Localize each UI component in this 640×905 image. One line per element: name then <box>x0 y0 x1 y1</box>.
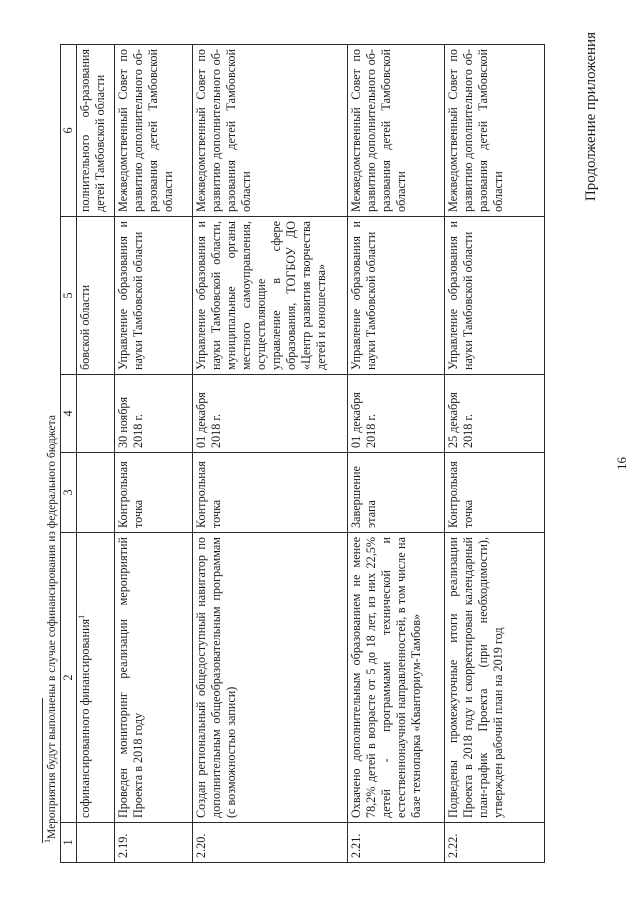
continuation-title: Продолжение приложения <box>583 32 599 202</box>
column-number: 2 <box>61 533 77 823</box>
row-number: 2.21. <box>348 823 445 863</box>
row-description: Создан региональный общедоступный навигатор по дополнительным общеобразовательным программам (с возможностью записи) <box>193 533 348 823</box>
row-oversight: Межведомственный Совет по развитию дополнительного об-разования детей Тамбовской области <box>115 45 193 217</box>
row-type: Контрольная точка <box>445 453 545 533</box>
row-type <box>77 453 115 533</box>
table-row <box>193 45 348 863</box>
column-number: 5 <box>61 217 77 375</box>
table-row <box>77 45 115 863</box>
row-type: Контрольная точка <box>193 453 348 533</box>
row-oversight: Межведомственный Совет по развитию дополнительного об-разования детей Тамбовской области <box>193 45 348 217</box>
row-number: 2.20. <box>193 823 348 863</box>
footnote-mark: 1 <box>43 839 53 843</box>
page-number: 16 <box>614 457 629 470</box>
row-responsible: Управление образования и науки Тамбовской области <box>348 217 445 375</box>
row-oversight: полнительного об-разования детей Тамбовской области <box>77 45 115 217</box>
row-oversight: Межведомственный Совет по развитию дополнительного об-разования детей Тамбовской области <box>445 45 545 217</box>
table-row <box>115 45 193 863</box>
row-responsible: Управление образования и науки Тамбовской области <box>445 217 545 375</box>
column-number: 4 <box>61 375 77 453</box>
footnote-separator <box>42 698 43 843</box>
row-number: 2.19. <box>115 823 193 863</box>
table-row <box>445 45 545 863</box>
column-number-row <box>61 45 77 863</box>
row-date: 01 декабря 2018 г. <box>193 375 348 453</box>
row-description: Охвачено дополнительным образованием не менее 78,2% детей в возрасте от 5 до 18 лет, из них 22,5% детей - программами технической и естественнонаучной направленностей, в том числе на базе технопарка «Кванториум-Тамбов» <box>348 533 445 823</box>
row-responsible: Управление образования и науки Тамбовской области <box>115 217 193 375</box>
table-row <box>348 45 445 863</box>
footnote-text: Мероприятия будут выполнены в случае софинансирования из федерального бюджета <box>46 415 58 839</box>
row-date: 01 декабря 2018 г. <box>348 375 445 453</box>
row-oversight: Межведомственный Совет по развитию дополнительного об-разования детей Тамбовской области <box>348 45 445 217</box>
row-description: софинансированного финансирования$^1$ <box>77 533 115 823</box>
column-number: 3 <box>61 453 77 533</box>
schedule-table <box>60 44 545 863</box>
column-number: 1 <box>61 823 77 863</box>
row-date: 30 ноября 2018 г. <box>115 375 193 453</box>
footnote <box>43 415 58 843</box>
row-number <box>77 823 115 863</box>
row-responsible: Управление образования и науки Тамбовской области, муниципальные органы местного самоуправления, осуществляющие управление в сфере образования, ТОГБОУ ДО «Центр развития творчества детей и юношества» <box>193 217 348 375</box>
footnote-mark: 1 <box>76 614 86 619</box>
row-description: Подведены промежуточные итоги реализации Проекта в 2018 году и скорректирован календарный план-график Проекта (при необходимости), утвержден рабочий план на 2019 год <box>445 533 545 823</box>
row-responsible: бовской области <box>77 217 115 375</box>
column-number: 6 <box>61 45 77 217</box>
row-description: Проведен мониторинг реализации мероприятий Проекта в 2018 году <box>115 533 193 823</box>
row-type: Контрольная точка <box>115 453 193 533</box>
row-date <box>77 375 115 453</box>
row-date: 25 декабря 2018 г. <box>445 375 545 453</box>
row-number: 2.22. <box>445 823 545 863</box>
row-type: Завершение этапа <box>348 453 445 533</box>
